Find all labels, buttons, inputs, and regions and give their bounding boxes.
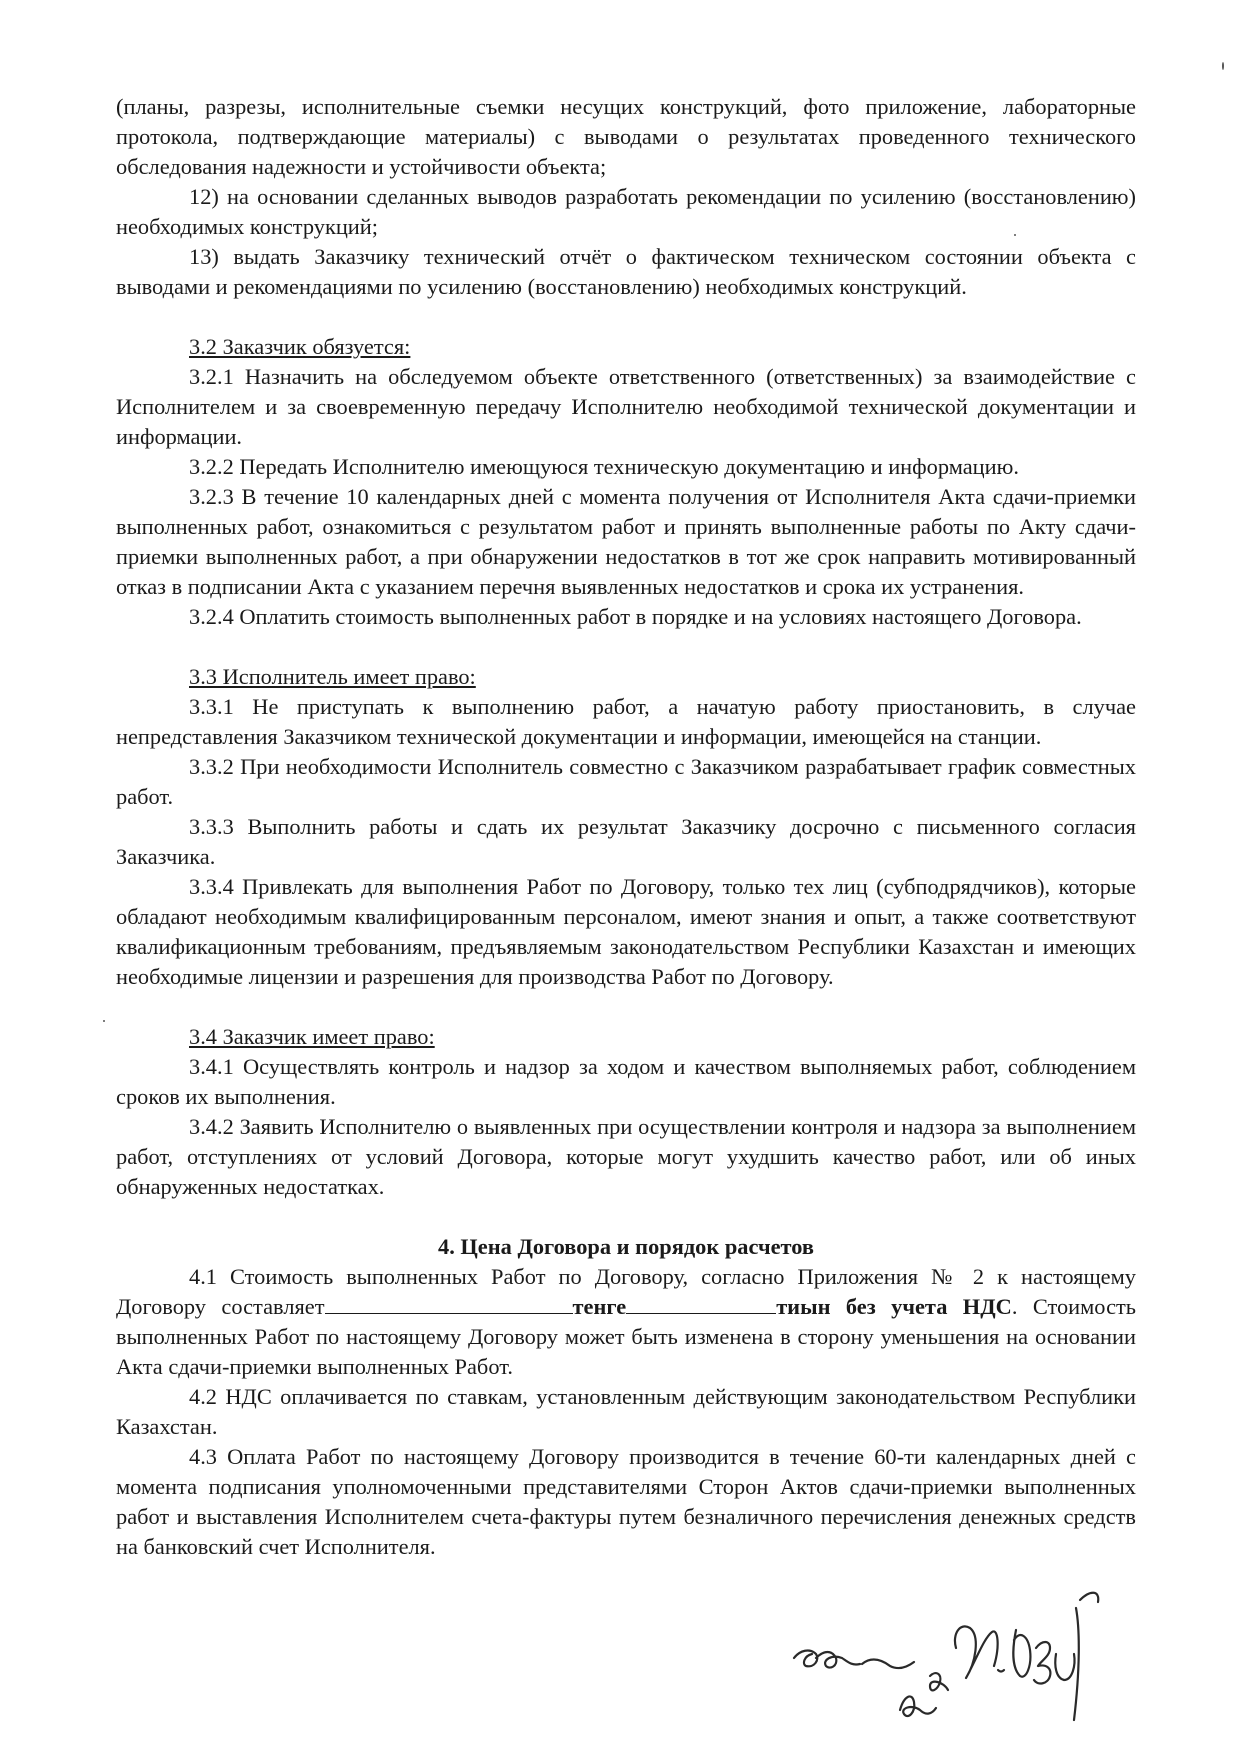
clause-3-2-1: 3.2.1 Назначить на обследуемом объекте ответственного (ответственных) за взаимодействие с Исполнителем и за своевременную передачу Исполнителю необходимой технической документации и информации. xyxy=(116,364,1136,449)
clause-4-3: 4.3 Оплата Работ по настоящему Договору производится в течение 60-ти календарных дней с момента подписания уполномоченными представителями Сторон Актов сдачи-приемки выполненных работ и выставления Исполнителем счета-фактуры путем безналичного перечисления денежных средств на банковский счет Исполнителя. xyxy=(116,1444,1136,1559)
intro-paragraph: (планы, разрезы, исполнительные съемки несущих конструкций, фото приложение, лабораторные протокола, подтверждающие материалы) с выводами о результатах проведенного технического обследования надежности и устойчивости объекта; xyxy=(116,94,1136,179)
section-3-2-heading: 3.2 Заказчик обязуется: xyxy=(189,334,411,359)
clause-3-3-4: 3.3.4 Привлекать для выполнения Работ по Договору, только тех лиц (субподрядчиков), которые обладают необходимым квалифицированным персоналом, имеют знания и опыт, а также соответствуют квалификационным требованиям, предъявляемым законодательством Республики Казахстан и имеющих необходимые лицензии и разрешения для производства Работ по Договору. xyxy=(116,874,1136,989)
scan-speck xyxy=(103,1020,105,1022)
clause-4-1-rest: . Стоимость выполненных Работ по настоящему Договору может быть изменена в сторону уменьшения на основании Акта сдачи-приемки выполненных Работ. xyxy=(116,1294,1136,1379)
clause-3-2-4: 3.2.4 Оплатить стоимость выполненных работ в порядке и на условиях настоящего Договора. xyxy=(189,604,1082,629)
clause-3-4-2: 3.4.2 Заявить Исполнителю о выявленных при осуществлении контроля и надзора за выполнением работ, отступлениях от условий Договора, которые могут ухудшить качество работ, или об иных обнаруженных недостатках. xyxy=(116,1114,1136,1199)
scan-speck xyxy=(1222,62,1224,70)
document-body xyxy=(116,92,1136,1562)
scan-speck xyxy=(1014,234,1016,236)
section-4-heading: 4. Цена Договора и порядок расчетов xyxy=(438,1234,814,1259)
clause-3-2-2: 3.2.2 Передать Исполнителю имеющуюся техническую документацию и информацию. xyxy=(189,454,1019,479)
tenge-label: тенге xyxy=(572,1294,627,1319)
clause-4-1 xyxy=(116,1262,1136,1382)
handwritten-initials-signature xyxy=(780,1570,1160,1740)
item-12: 12) на основании сделанных выводов разработать рекомендации по усилению (восстановлению) необходимых конструкций; xyxy=(116,184,1136,239)
section-3-4-heading: 3.4 Заказчик имеет право: xyxy=(189,1024,435,1049)
item-13: 13) выдать Заказчику технический отчёт о фактическом техническом состоянии объекта с выводами и рекомендациями по усилению (восстановлению) необходимых конструкций. xyxy=(116,244,1136,299)
amount-tiyn-blank xyxy=(626,1293,776,1314)
clause-4-1-intro: 4.1 Стоимость выполненных Работ по Договору, согласно Приложения № 2 к настоящему Договору составляет xyxy=(116,1264,1136,1319)
clause-4-2: 4.2 НДС оплачивается по ставкам, установленным действующим законодательством Республики Казахстан. xyxy=(116,1384,1136,1439)
tiyn-vat-label: тиын без учета НДС xyxy=(776,1294,1012,1319)
clause-3-3-3: 3.3.3 Выполнить работы и сдать их результат Заказчику досрочно с письменного согласия Заказчика. xyxy=(116,814,1136,869)
clause-3-3-1: 3.3.1 Не приступать к выполнению работ, а начатую работу приостановить, в случае непредставления Заказчиком технической документации и информации, имеющейся на станции. xyxy=(116,694,1136,749)
clause-3-2-3: 3.2.3 В течение 10 календарных дней с момента получения от Исполнителя Акта сдачи-приемки выполненных работ, ознакомиться с результатом работ и принять выполненные работы по Акту сдачи-приемки выполненных работ, а при обнаружении недостатков в тот же срок направить мотивированный отказ в подписании Акта с указанием перечня выявленных недостатков и срока их устранения. xyxy=(116,484,1136,599)
amount-tenge-blank xyxy=(325,1293,573,1314)
clause-3-4-1: 3.4.1 Осуществлять контроль и надзор за ходом и качеством выполняемых работ, соблюдением сроков их выполнения. xyxy=(116,1054,1136,1109)
clause-3-3-2: 3.3.2 При необходимости Исполнитель совместно с Заказчиком разрабатывает график совместных работ. xyxy=(116,754,1136,809)
section-3-3-heading: 3.3 Исполнитель имеет право: xyxy=(189,664,476,689)
